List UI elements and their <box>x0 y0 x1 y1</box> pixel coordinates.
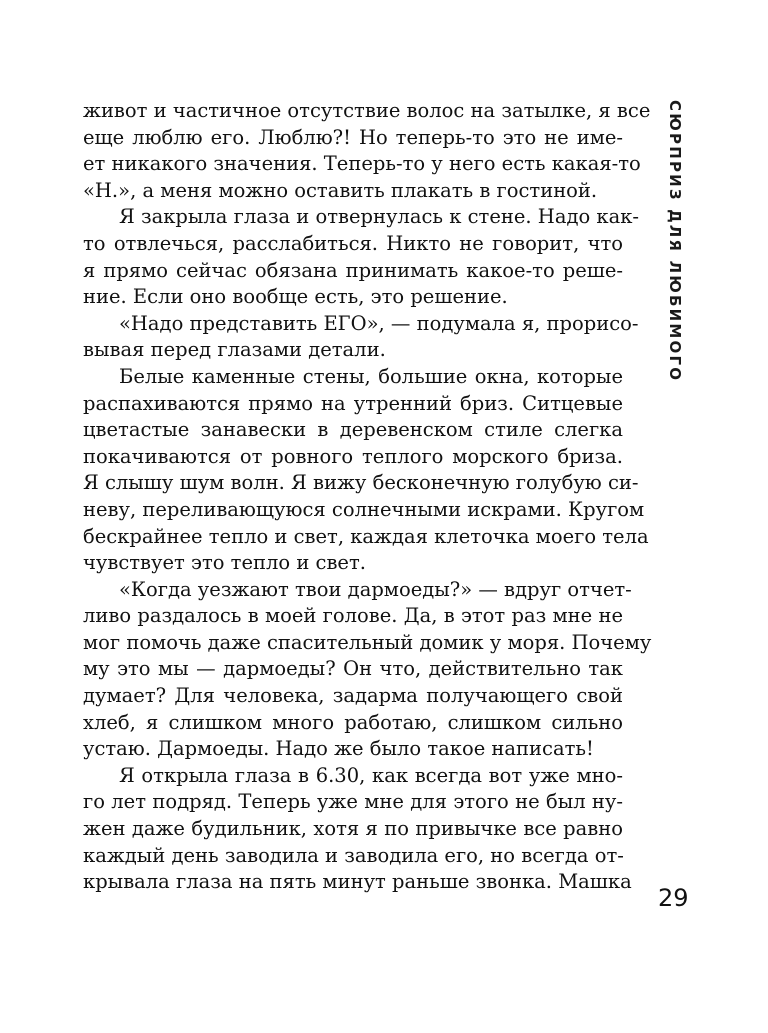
text-line: распахиваются прямо на утренний бриз. Ситцевые <box>83 391 623 415</box>
text-line: Я закрыла глаза и отвернулась к стене. Надо как- <box>119 205 639 229</box>
text-line: му это мы — дармоеды? Он что, действительно так <box>83 657 623 681</box>
running-head: СЮРПРИЗ ДЛЯ ЛЮБИМОГО <box>666 100 684 383</box>
text-line: то отвлечься, расслабиться. Никто не говорит, что <box>83 231 623 255</box>
body-text <box>83 98 652 896</box>
text-line: ливо раздалось в моей голове. Да, в этот раз мне не <box>83 604 623 628</box>
text-line: Я слышу шум волн. Я вижу бесконечную голубую си- <box>83 471 639 495</box>
text-line: бескрайнее тепло и свет, каждая клеточка моего тела <box>83 524 649 548</box>
text-line: покачиваются от ровного теплого морского бриза. <box>83 444 623 468</box>
text-line: цветастые занавески в деревенском стиле слегка <box>83 418 623 442</box>
text-line: «Н.», а меня можно оставить плакать в гостиной. <box>83 178 598 202</box>
text-line: устаю. Дармоеды. Надо же было такое написать! <box>83 737 594 761</box>
text-line: «Надо представить ЕГО», — подумала я, прорисо- <box>119 311 639 335</box>
text-line: мог помочь даже спасительный домик у моря. Почему <box>83 630 652 654</box>
text-line: ние. Если оно вообще есть, это решение. <box>83 285 508 309</box>
text-line: хлеб, я слишком много работаю, слишком сильно <box>83 710 623 734</box>
text-line: вывая перед глазами детали. <box>83 338 386 362</box>
page-number: 29 <box>658 884 689 912</box>
text-line: неву, переливающуюся солнечными искрами. Кругом <box>83 497 645 521</box>
text-line: живот и частичное отсутствие волос на затылке, я все <box>83 99 651 122</box>
text-line: я прямо сейчас обязана принимать какое-то реше- <box>83 258 623 282</box>
text-line: крывала глаза на пять минут раньше звонка. Машка <box>83 870 632 894</box>
text-line: чувствует это тепло и свет. <box>83 551 366 575</box>
text-line: думает? Для человека, задарма получающего свой <box>83 684 623 708</box>
text-line: ет никакого значения. Теперь-то у него есть какая-то <box>83 152 641 176</box>
text-line: Белые каменные стены, большие окна, которые <box>119 364 623 388</box>
text-line: го лет подряд. Теперь уже мне для этого не был ну- <box>83 790 623 814</box>
text-line: еще люблю его. Люблю?! Но теперь-то это не име- <box>83 125 623 149</box>
text-line: жен даже будильник, хотя я по привычке все равно <box>83 817 623 841</box>
text-line: «Когда уезжают твои дармоеды?» — вдруг отчет- <box>119 577 632 601</box>
text-line: Я открыла глаза в 6.30, как всегда вот уже мно- <box>119 763 623 787</box>
text-line: каждый день заводила и заводила его, но всегда от- <box>83 843 624 867</box>
